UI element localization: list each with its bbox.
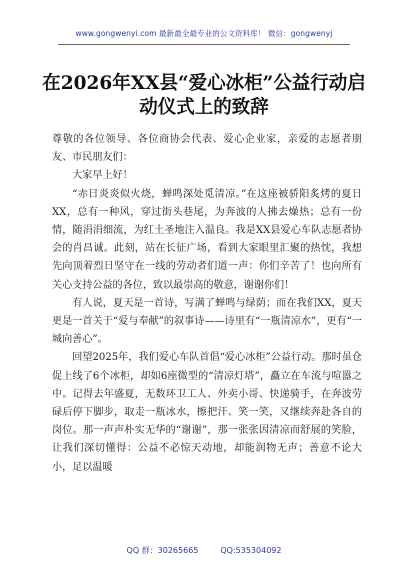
page-footer [0,545,408,556]
document-body [52,131,362,477]
document-title: 在2026年XX县“爱心冰柜”公益行动启动仪式上的致辞 [42,73,366,118]
qq-group-text: QQ 群：30265665 [126,546,199,555]
header-divider [58,44,350,45]
body-paragraph: “赤日炎炎似火烧，蝉鸣深处觅清凉。”在这座被骄阳炙烤的夏日XX，总有一种风，穿过街头巷尾，为奔波的人拂去燥热；总有一份情，随涓涓细流，为红土圣地注入温良。我是XX县爱心车队志愿者协会的肖昌诚。此刻，站在长征广场，看到大家眼里汇聚的热忱，我想先向顶着烈日坚守在一线的劳动者们道一声：你们辛苦了！也向所有关心支持公益的各位，致以最崇高的敬意，谢谢你们！ [52,188,362,291]
site-header: www.gongwenyi.com 最新最全最专业的公文资料库！ 微信：gongwenyj [75,29,333,38]
body-paragraph: 回望2025年，我们爱心车队首倡“爱心冰柜”公益行动。那时虽仓促上线了6个冰柜，却如6座微型的“清凉灯塔”，矗立在车流与喧嚣之中。记得去年盛夏，无数环卫工人、外卖小哥、快递骑手，在奔波劳碌后停下脚步，取走一瓶冰水，擦把汗、笑一笑，又继续奔赴各自的岗位。那一声声朴实无华的“谢谢”，那一张张因清凉而舒展的笑脸，让我们深切懂得：公益不必惊天动地，却能润物无声；善意不论大小，足以温暖 [52,352,362,473]
salutation-paragraph: 尊敬的各位领导、各位商协会代表、爱心企业家，亲爱的志愿者朋友、市民朋友们： [52,134,362,164]
body-paragraph: 有人说，夏天是一首诗，写满了蝉鸣与绿荫；而在我们XX，夏天更是一首关于“爱与奉献”的叙事诗——诗里有“一瓶清凉水”，更有“一城向善心”。 [52,297,362,346]
qq-contact-text: QQ:535304092 [220,546,282,555]
greeting-paragraph: 大家早上好！ [72,170,133,182]
